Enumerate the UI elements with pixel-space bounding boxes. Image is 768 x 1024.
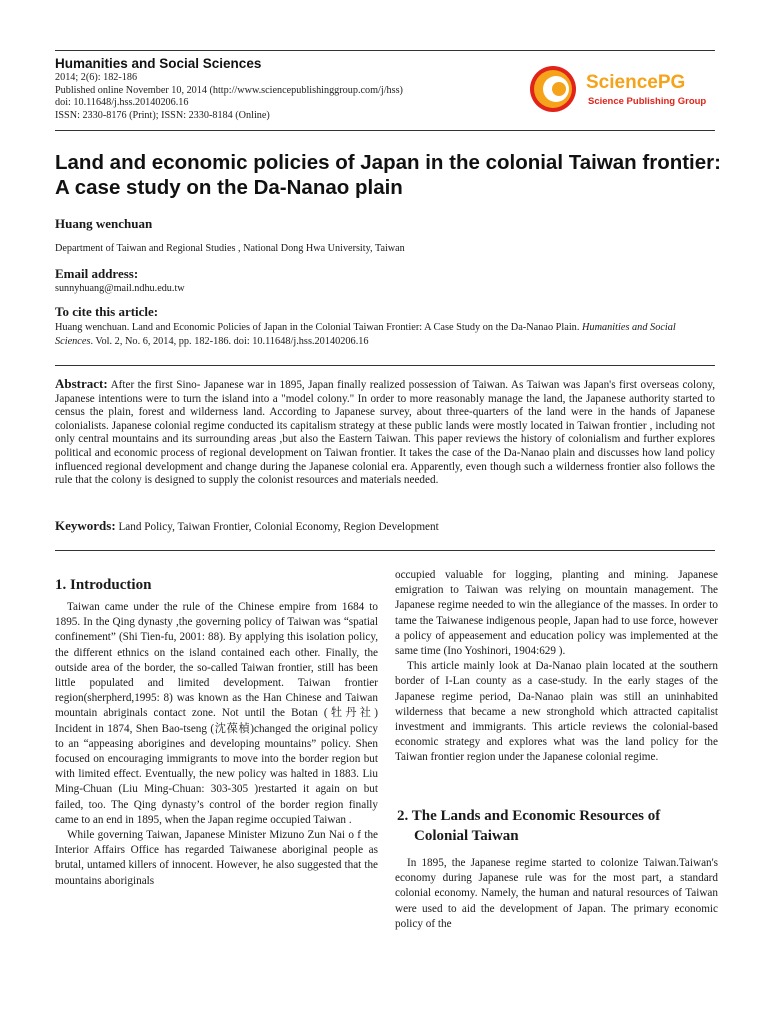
keywords: [55, 518, 715, 534]
citation-journal: Humanities and Social Sciences: [55, 322, 676, 347]
journal-issn: ISSN: 2330-8176 (Print); ISSN: 2330-8184 (Online): [55, 109, 270, 121]
paragraph: In 1895, the Japanese regime started to colonize Taiwan.Taiwan's economy during Japanese rule was for the most part, a standard colonial economy. Namely, the human and natural resources of Taiwan were used to aid the development of Japan. The primary economic policy of the: [395, 857, 718, 930]
sciencepg-logo: [528, 64, 718, 114]
email-heading: Email address:: [55, 266, 139, 281]
cite-heading: To cite this article:: [55, 304, 159, 319]
left-column: [55, 600, 378, 889]
journal-issue: 2014; 2(6): 182-186: [55, 72, 138, 83]
logo-text: SciencePG: [586, 72, 686, 93]
section-2-heading-line1: 2. The Lands and Economic Resources of: [397, 808, 661, 824]
journal-header: [55, 56, 515, 122]
citation-tail: . Vol. 2, No. 6, 2014, pp. 182-186. doi: 10.11648/j.hss.20140206.16: [90, 336, 369, 347]
article-author: Huang wenchuan: [55, 216, 153, 231]
paragraph: occupied valuable for logging, planting and mining. Japanese emigration to Taiwan was relying on mountain management. The Japanese regime needed to win the allegiance of the masses. In order to tame the Taiwanese indigenous people, Japan had to use force, however a policy of appeasement and education policy was implemented at the same time (Ino Yoshinori, 1904:629 ).: [395, 569, 718, 658]
author-email[interactable]: sunnyhuang@mail.ndhu.edu.tw: [55, 283, 185, 294]
right-column: [395, 568, 718, 766]
paragraph: Taiwan came under the rule of the Chinese empire from 1684 to 1895. In the Qing dynasty ,the governing policy of Taiwan was “spatial confinement” (Shi Tien-fu, 2001: 88). By applying this isolation policy, the different ethnics on the island contained each other. Finally, the outside area of the border, the so-called Taiwan frontier, still has been little populated and limited development. Taiwan frontier region(sherpherd,1995: 8) was known as the Han Chinese and Taiwan mountain abriginals contact zone. Not until the Botan (牡丹社) Incident in 1874, Shen Bao-tseng (沈葆楨)changed the original policy to an “appeasing aborigines and developing mountains” policy. Shen focused on encouraging immigrants to move into the border region but with limited effect. Eventually, the new policy was halted in 1883. Liu Ming-Chuan (Liu Ming-Chuan: 303-305 )restarted it again on but failed, too. The Qing dynasty’s control of the border region finally came to an end in 1895, when the Japan regime occupied Taiwan .: [55, 601, 378, 826]
section-2-heading: [397, 806, 727, 846]
paragraph: This article mainly look at Da-Nanao plain located at the southern border of I-Lan county as a case-study. In the early stages of the Japanese regime period, Da-Nanao plain was still an uninhabited wilderness that became a new stronghold which attracted capitalist investment and immigrants. This article reviews the colonial-based economic strategy and explores what was the land policy for the Taiwan frontier region under the Japanese colonial regime.: [395, 660, 718, 764]
citation: [55, 321, 715, 349]
section-2-heading-line2: Colonial Taiwan: [414, 828, 519, 844]
abstract-bottom-rule: [55, 550, 715, 551]
header-rule: [55, 130, 715, 131]
journal-doi: doi: 10.11648/j.hss.20140206.16: [55, 97, 189, 109]
author-affiliation: Department of Taiwan and Regional Studies , National Dong Hwa University, Taiwan: [55, 243, 405, 254]
section-1-heading: 1. Introduction: [55, 577, 152, 593]
abstract: [55, 377, 715, 488]
right-column-lower: [395, 856, 718, 932]
citation-text: Huang wenchuan. Land and Economic Policies of Japan in the Colonial Taiwan Frontier: A Case Study on the Da-Nanao Plain.: [55, 322, 582, 333]
keywords-label: Keywords:: [55, 518, 116, 533]
article-title: Land and economic policies of Japan in the colonial Taiwan frontier: A case study on the Da-Nanao plain: [55, 151, 721, 199]
abstract-label: Abstract:: [55, 376, 108, 391]
abstract-text: After the first Sino- Japanese war in 1895, Japan finally realized possession of Taiwan. As Taiwan was Japan's first overseas colony, Japanese intentions were to turn the island into a "model colony." In order to more reasonably manage the land, the Japanese authority started to census the plain, forest and wilderness land. According to Japanese survey, about three-quarters of the land were in the hands of Japanese colonialists. Japanese colonial regime conducted its capitalism strategy at these public lands were mostly located in Taiwan frontier , including not only central mountains and its surrounding areas ,but also the Eastern Taiwan. This paper reviews the history of colonialism and further explores political and economic process of regional development on Taiwan frontier. It takes the case of the Da-Nanao plain and discusses how land policy influenced regional development and change during the Japanese colonial era. Apparently, even though such a wilderness frontier also follows the rule that the colony is designed to supply the colonist resources and materials needed.: [55, 379, 715, 487]
journal-name: Humanities and Social Sciences: [55, 56, 262, 71]
journal-published: Published online November 10, 2014 (http://www.sciencepublishinggroup.com/j/hss): [55, 84, 403, 96]
keywords-text: Land Policy, Taiwan Frontier, Colonial Economy, Region Development: [118, 521, 439, 533]
abstract-top-rule: [55, 365, 715, 366]
paragraph: While governing Taiwan, Japanese Minister Mizuno Zun Nai o f the Interior Affairs Office has regarded Taiwanese aboriginal people as brutal, untamed killers of innocent. However, he also suggested that the mountains aboriginals: [55, 829, 378, 887]
logo-tagline: Science Publishing Group: [588, 96, 707, 107]
top-rule: [55, 50, 715, 51]
